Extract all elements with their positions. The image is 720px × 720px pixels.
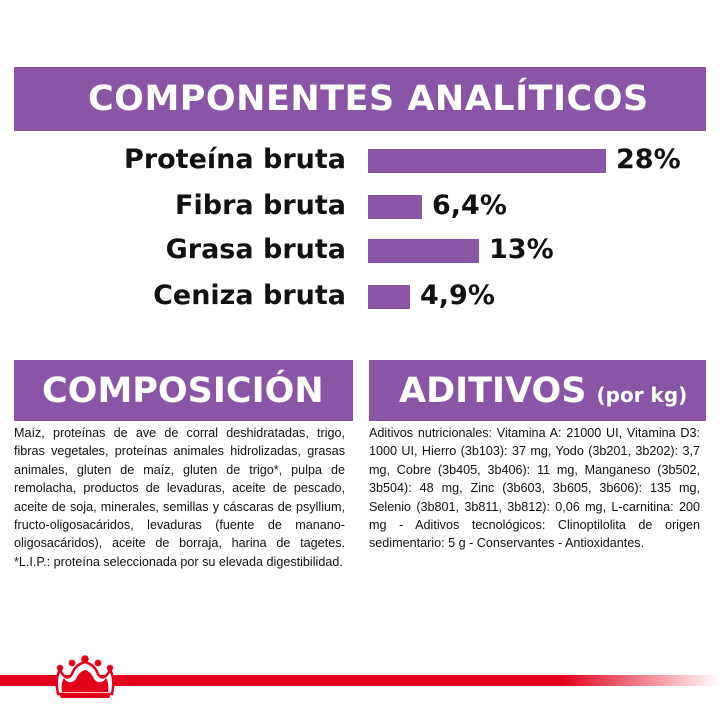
- additives-title: ADITIVOS: [399, 370, 587, 411]
- analytic-components-banner: [14, 67, 706, 131]
- nutrient-bar: [368, 149, 606, 173]
- additives-banner: [369, 360, 706, 421]
- nutrient-row-fiber: [0, 184, 720, 228]
- nutrient-row-fat: [0, 228, 720, 272]
- nutrient-value: 4,9%: [420, 280, 495, 311]
- nutrient-bar: [368, 195, 422, 219]
- nutrient-row-ash: [0, 274, 720, 318]
- nutrient-row-protein: [0, 138, 720, 182]
- composition-text: Maíz, proteínas de ave de corral deshidratadas, trigo, fibras vegetales, proteínas animales hidrolizadas, grasas animales, gluten de maíz, gluten de trigo*, pulpa de remolacha, productos de levaduras, aceite de pescado, aceite de soja, minerales, semillas y cáscaras de psyllium, fructo-oligosacáridos, levaduras (fuente de manano-oligosacáridos), aceite de borraja, harina de tagetes. *L.I.P.: proteína seleccionada por su elevada digestibilidad.: [14, 426, 345, 569]
- analytic-components-title: COMPONENTES ANALÍTICOS: [88, 79, 649, 119]
- nutrient-value: 6,4%: [432, 190, 507, 221]
- nutrient-label: Fibra bruta: [175, 190, 346, 221]
- nutrient-bar: [368, 239, 479, 263]
- composition-banner: [14, 360, 353, 421]
- nutrient-bar: [368, 285, 410, 309]
- additives-text: Aditivos nutricionales: Vitamina A: 21000 UI, Vitamina D3: 1000 UI, Hierro (3b103): 37 mg, Yodo (3b201, 3b202): 3,7 mg, Cobre (3b405, 3b406): 11 mg, Manganeso (3b502, 3b504): 48 mg, Zinc (3b603, 3b605, 3b606): 135 mg, Selenio (3b801, 3b811, 3b812): 0,06 mg, L-carnitina: 200 mg - Aditivos tecnológicos: Clinoptilolita de origen sedimentario: 5 g - Conservantes - Antioxidantes.: [369, 426, 700, 551]
- nutrient-label: Proteína bruta: [124, 144, 346, 175]
- nutrient-value: 28%: [616, 144, 681, 175]
- crown-icon: [52, 654, 118, 700]
- nutrient-label: Ceniza bruta: [153, 280, 346, 311]
- nutrient-label: Grasa bruta: [165, 234, 346, 265]
- composition-title: COMPOSICIÓN: [42, 370, 324, 411]
- nutrient-value: 13%: [489, 234, 554, 265]
- additives-subtitle: (por kg): [596, 382, 688, 407]
